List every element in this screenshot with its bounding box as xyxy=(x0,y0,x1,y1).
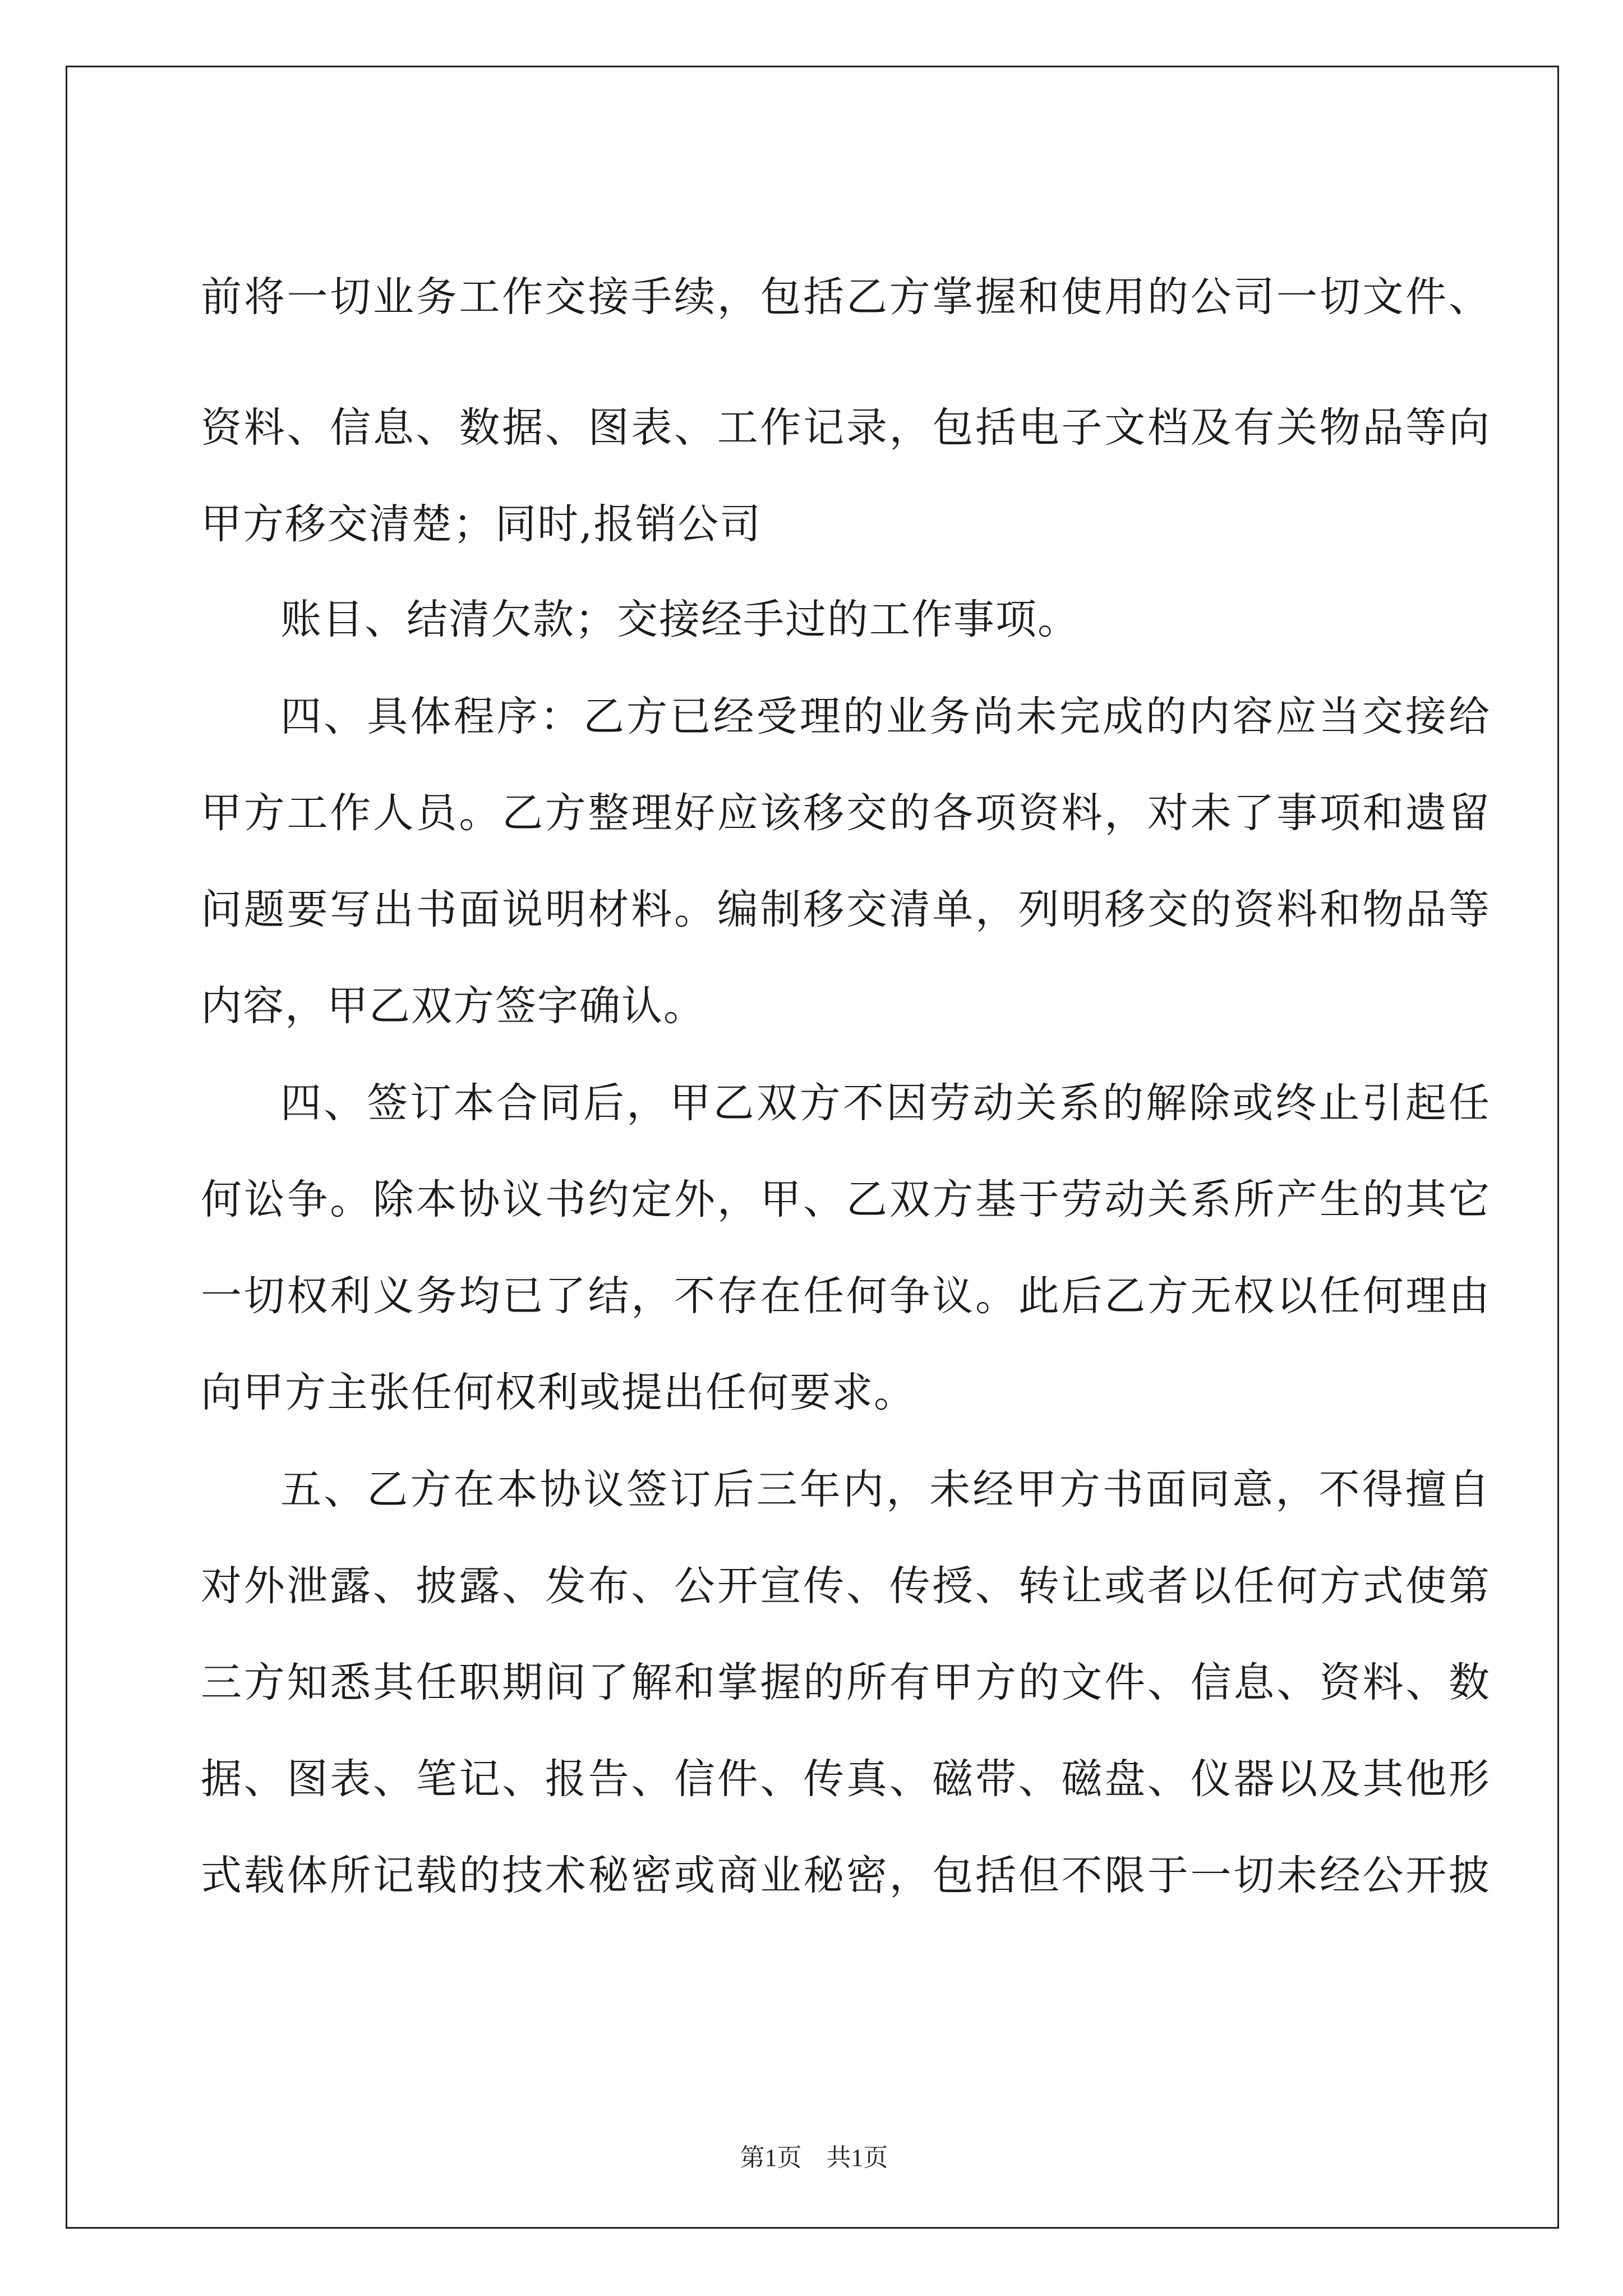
body-line-10: 何讼争。除本协议书约定外，甲、乙双方基于劳动关系所产生的其它 xyxy=(201,1176,1491,1223)
body-line-7: 问题要写出书面说明材料。编制移交清单，列明移交的资料和物品等 xyxy=(201,886,1491,933)
body-line-6: 甲方工作人员。乙方整理好应该移交的各项资料，对未了事项和遗留 xyxy=(201,789,1491,837)
body-line-2: 资料、信息、数据、图表、工作记录，包括电子文档及有关物品等向 xyxy=(201,404,1491,452)
body-line-9: 四、签订本合同后，甲乙双方不因劳动关系的解除或终止引起任 xyxy=(280,1079,1491,1127)
body-line-8: 内容，甲乙双方签字确认。 xyxy=(201,982,706,1030)
body-line-12: 向甲方主张任何权利或提出任何要求。 xyxy=(201,1369,916,1416)
body-line-4: 账目、结清欠款；交接经手过的工作事项。 xyxy=(280,596,1080,643)
body-line-3: 甲方移交清楚；同时,报销公司 xyxy=(201,500,762,548)
page-border xyxy=(66,66,1559,2229)
page-footer: 第1页 共1页 xyxy=(740,2144,888,2171)
body-line-1: 前将一切业务工作交接手续，包括乙方掌握和使用的公司一切文件、 xyxy=(201,273,1491,321)
body-line-17: 式载体所记载的技术秘密或商业秘密，包括但不限于一切未经公开披 xyxy=(201,1852,1491,1899)
body-line-14: 对外泄露、披露、发布、公开宣传、传授、转让或者以任何方式使第 xyxy=(201,1562,1491,1610)
body-line-15: 三方知悉其任职期间了解和掌握的所有甲方的文件、信息、资料、数 xyxy=(201,1659,1491,1706)
body-line-13: 五、乙方在本协议签订后三年内，未经甲方书面同意，不得擅自 xyxy=(280,1466,1491,1513)
body-line-16: 据、图表、笔记、报告、信件、传真、磁带、磁盘、仪器以及其他形 xyxy=(201,1755,1491,1803)
body-line-11: 一切权利义务均已了结，不存在任何争议。此后乙方无权以任何理由 xyxy=(201,1272,1491,1320)
body-line-5: 四、具体程序：乙方已经受理的业务尚未完成的内容应当交接给 xyxy=(280,693,1491,740)
